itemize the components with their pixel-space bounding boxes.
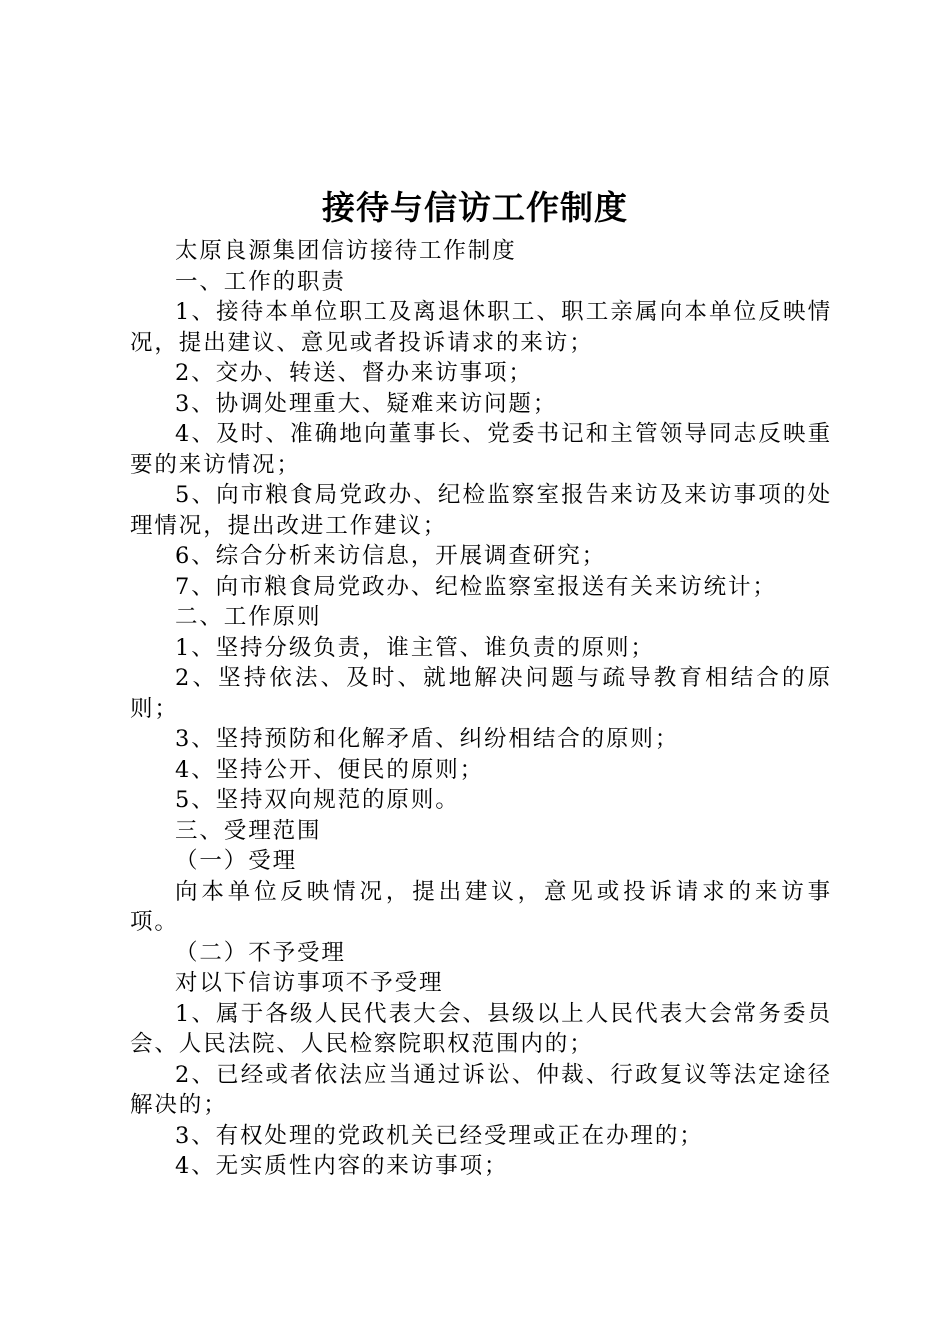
document-title: 接待与信访工作制度 bbox=[322, 188, 628, 227]
paragraph: 2、已经或者依法应当通过诉讼、仲裁、行政复议等法定途径解决的； bbox=[130, 1061, 832, 1118]
paragraph: 4、坚持公开、便民的原则； bbox=[175, 756, 485, 783]
paragraph: 太原良源集团信访接待工作制度 bbox=[175, 238, 517, 264]
paragraph: 对以下信访事项不予受理 bbox=[175, 970, 444, 996]
paragraph: 2、交办、转送、督办来访事项； bbox=[175, 360, 533, 386]
paragraph: 3、协调处理重大、疑难来访问题； bbox=[175, 390, 558, 417]
paragraph: 4、无实质性内容的来访事项； bbox=[175, 1153, 509, 1179]
section-heading: 一、工作的职责 bbox=[175, 268, 346, 295]
paragraph: 4、及时、准确地向董事长、党委书记和主管领导同志反映重要的来访情况； bbox=[130, 421, 832, 478]
section-heading: 二、工作原则 bbox=[175, 604, 322, 630]
paragraph: 6、综合分析来访信息，开展调查研究； bbox=[175, 543, 607, 569]
paragraph: 1、属于各级人民代表大会、县级以上人民代表大会常务委员会、人民法院、人民检察院职权范围内的； bbox=[130, 1000, 832, 1057]
paragraph: 1、接待本单位职工及离退休职工、职工亲属向本单位反映情况，提出建议、意见或者投诉请求的来访； bbox=[130, 299, 832, 356]
paragraph: 1、坚持分级负责，谁主管、谁负责的原则； bbox=[175, 634, 655, 661]
paragraph: 3、有权处理的党政机关已经受理或正在办理的； bbox=[175, 1122, 704, 1149]
subsection-heading: （二）不予受理 bbox=[175, 939, 346, 966]
paragraph: 3、坚持预防和化解矛盾、纠纷相结合的原则； bbox=[175, 726, 680, 752]
paragraph: 向本单位反映情况，提出建议，意见或投诉请求的来访事项。 bbox=[130, 878, 832, 935]
paragraph: 5、坚持双向规范的原则。 bbox=[175, 787, 460, 813]
paragraph: 7、向市粮食局党政办、纪检监察室报送有关来访统计； bbox=[175, 573, 777, 600]
paragraph: 2、坚持依法、及时、就地解决问题与疏导教育相结合的原则； bbox=[130, 665, 832, 722]
subsection-heading: （一）受理 bbox=[175, 848, 298, 874]
paragraph: 5、向市粮食局党政办、纪检监察室报告来访及来访事项的处理情况，提出改进工作建议； bbox=[130, 482, 832, 539]
document-body bbox=[130, 236, 832, 1182]
section-heading: 三、受理范围 bbox=[175, 817, 322, 844]
